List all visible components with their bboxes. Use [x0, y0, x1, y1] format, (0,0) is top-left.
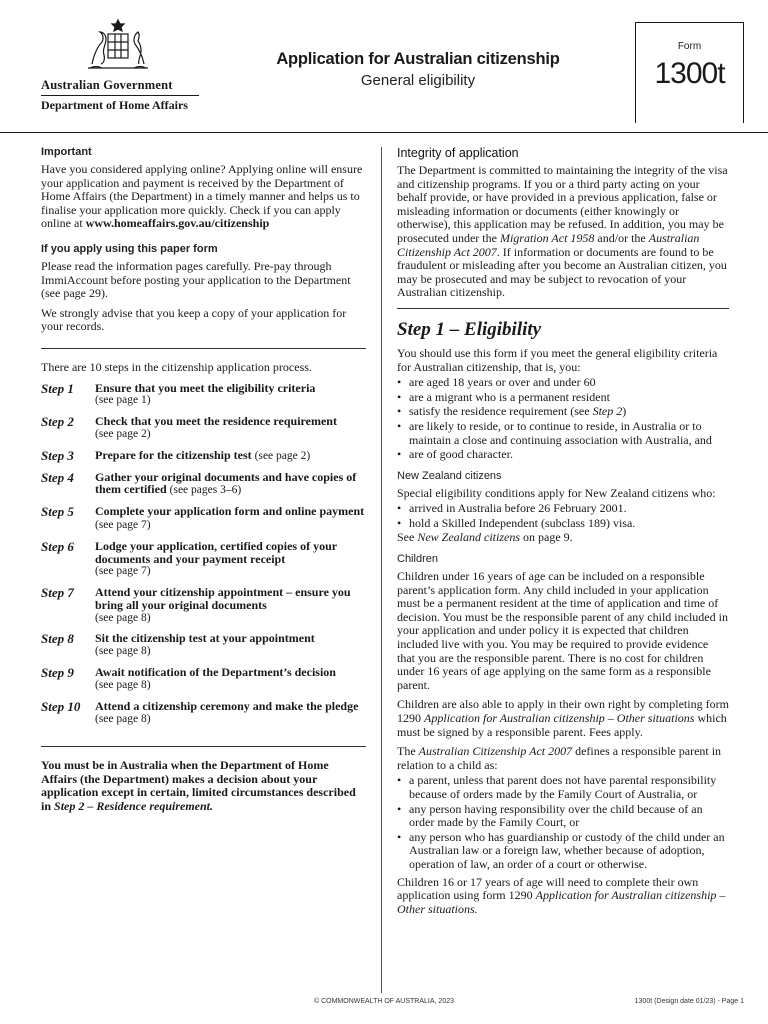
step-title: Attend a citizenship ceremony and make the pledge [95, 698, 359, 713]
step-number: Step 10 [41, 698, 81, 714]
step-page-ref: (see page 8) [95, 611, 151, 624]
nz-item: • arrived in Australia before 26 February 2001. [397, 502, 729, 516]
important-text [41, 163, 366, 231]
step-title: Check that you meet the residence requirement [95, 414, 337, 429]
step1-heading: Step 1 – Eligibility [397, 318, 542, 340]
copy-advice-text: We strongly advise that you keep a copy of your application for your records. [41, 305, 347, 334]
criteria-item: • are likely to reside, or to continue to reside, in Australia or to maintain a close and continuing association with Australia, and [397, 420, 729, 447]
copyright-footer: © COMMONWEALTH OF AUSTRALIA, 2023 [314, 998, 454, 1005]
step-body [95, 471, 366, 498]
step-page-ref: (see page 8) [95, 713, 151, 726]
paper-form-heading: If you apply using this paper form [41, 242, 218, 255]
column-divider [381, 147, 382, 993]
children-heading: Children [397, 553, 438, 566]
older-text: Children 16 or 17 years of age will need to complete their own application using form 1290 [397, 874, 699, 903]
step-body [95, 632, 366, 658]
form-number-box [635, 22, 744, 123]
step-number: Step 8 [41, 631, 74, 647]
steps-list [41, 382, 366, 727]
migration-act-ref: Migration Act 1958 [499, 230, 595, 245]
step-row [41, 632, 366, 658]
right-column [397, 146, 729, 922]
step-number: Step 1 [41, 380, 74, 396]
children-text-1: Children under 16 years of age can be included on a responsible parent’s application form. Any child included in your application must be a permanent resident at the time of application and time of decision. You must be the responsible parent of any child included in your application and under policy it is expected that children included live with you. You may be required to provide evidence that you are the responsible parent. There is no cost for children under 16 years of age applying on the same form as a responsible parent. [397, 569, 728, 692]
form-number: 1300t [654, 57, 725, 90]
citizenship-act-ref: Australian Citizenship Act 2007 [397, 230, 700, 259]
step-page-ref: (see page 1) [95, 394, 151, 407]
act-definition [397, 745, 729, 772]
children-text-2 [397, 698, 729, 739]
act-title: Australian Citizenship Act 2007 [418, 744, 573, 759]
step-body [95, 449, 366, 463]
paper-form-text: Please read the information pages carefully. Pre-pay through ImmiAccount before posting your application to the Department (see page 29). [41, 258, 351, 301]
header-rule [0, 132, 768, 133]
step-page-ref: (see page 7) [95, 565, 151, 578]
step-number: Step 3 [41, 447, 74, 463]
form-subtitle: General eligibility [360, 72, 476, 89]
step1-intro: You should use this form if you meet the general eligibility criteria for Australian citizenship, that is, you: [397, 345, 718, 374]
nz-item: • hold a Skilled Independent (subclass 189) visa. [397, 517, 729, 531]
responsible-parent-list [397, 774, 729, 871]
step-body [95, 700, 366, 727]
integrity-heading: Integrity of application [397, 146, 519, 160]
step-title: Attend your citizenship appointment – ensure you bring all your original documents [95, 585, 351, 612]
parent-item: • a parent, unless that parent does not have parental responsibility because of orders made by the Family Court of Australia, or [397, 774, 729, 801]
step-body [95, 540, 366, 578]
nz-see-reference [397, 531, 729, 545]
presence-notice-text: You must be in Australia when the Department of Home Affairs (the Department) makes a decision about your application except in certain, limited circumstances described in [41, 758, 356, 814]
citizenship-url[interactable]: www.homeaffairs.gov.au/citizenship [85, 216, 270, 231]
criteria-item: • are a migrant who is a permanent resident [397, 391, 729, 405]
step-number: Step 6 [41, 538, 74, 554]
act-text-a: The [397, 744, 416, 759]
nz-heading: New Zealand citizens [397, 469, 502, 482]
criteria-item [397, 405, 729, 419]
step-row [41, 505, 366, 532]
step-row [41, 415, 366, 441]
step-body [95, 666, 366, 692]
criteria-item: • are of good character. [397, 448, 729, 462]
step-title: Gather your original documents and have copies of them certified [95, 469, 357, 497]
step-row [41, 471, 366, 498]
presence-notice [41, 759, 366, 813]
step-row [41, 449, 366, 463]
criteria-item: • are aged 18 years or over and under 60 [397, 376, 729, 390]
step-row [41, 666, 366, 692]
step-title: Prepare for the citizenship test [95, 447, 252, 462]
integrity-text-1: The Department is committed to maintaining the integrity of the visa and citizenship programs. If you or a third party acting on your behalf provide, or have provided in a previous application, false or misleading information or documents (either knowingly or otherwise), this application may be refused. In addition, you may be prosecuted under the [397, 163, 728, 245]
children-form-title: Application for Australian citizenship – Other situations [424, 711, 695, 725]
step-number: Step 5 [41, 504, 74, 520]
step-body [95, 586, 366, 624]
step-body [95, 382, 366, 408]
step-number: Step 4 [41, 469, 74, 485]
step-title: Sit the citizenship test at your appointment [95, 631, 315, 646]
step-page-ref: (see page 7) [95, 518, 151, 531]
form-title: Application for Australian citizenship [276, 50, 560, 68]
nz-see: See [397, 530, 415, 545]
coat-of-arms-logo [78, 16, 158, 76]
criteria-step2-ref: Step 2 [592, 404, 623, 419]
step-page-ref: (see page 8) [95, 645, 151, 658]
step-number: Step 7 [41, 585, 74, 601]
step-title: Lodge your application, certified copies of your documents and your payment receipt [95, 538, 337, 566]
government-rule [41, 95, 199, 96]
parent-item: • any person having responsibility over the child because of an order made by the Family Court, or [397, 803, 729, 830]
important-body: Have you considered applying online? Applying online will ensure your application and payment is received by the Department of Home Affairs (the Department) in a timely manner and helps us to finalise your application more quickly. Check if you can apply online at [41, 162, 363, 231]
step-number: Step 2 [41, 414, 74, 430]
step-row [41, 700, 366, 727]
integrity-text [397, 164, 729, 300]
government-name: Australian Government [41, 78, 173, 92]
step-page-ref: (see page 8) [95, 678, 151, 691]
nz-see-tail: on page 9. [523, 530, 573, 545]
criteria-close: ) [622, 404, 627, 419]
department-name: Department of Home Affairs [41, 98, 188, 112]
step-title: Await notification of the Department’s decision [95, 665, 336, 680]
nz-text: Special eligibility conditions apply for New Zealand citizens who: [397, 485, 716, 500]
children-text-2b: which must be signed by a responsible parent. Fees apply. [397, 711, 727, 739]
section-rule [41, 348, 366, 349]
steps-intro: There are 10 steps in the citizenship application process. [41, 359, 312, 374]
act-text-b: defines a responsible parent in relation to a child as: [397, 744, 722, 772]
criteria-item-text: satisfy the residence requirement (see [409, 404, 590, 419]
nz-see-ref: New Zealand citizens [417, 530, 520, 545]
step-row [41, 382, 366, 408]
section-rule [41, 746, 366, 747]
older-form-title: Application for Australian citizenship – Other situations. [397, 888, 726, 916]
section-rule [397, 308, 729, 309]
left-column [41, 146, 366, 814]
step-body [95, 505, 366, 532]
older-children-text [397, 876, 729, 917]
integrity-text-2: . If information or documents are found to be fraudulent or misleading after you become an Australian citizen, you may be prosecuted and may be subject to revocation of your Australian citizenship. [397, 244, 727, 300]
integrity-and-or: and/or the [597, 230, 646, 245]
children-text-2a: Children are also able to apply in their own right by completing form 1290 [397, 697, 729, 725]
page-info-footer: 1300t (Design date 01/23) - Page 1 [634, 998, 744, 1005]
step-page-ref: (see page 2) [95, 427, 151, 440]
step-row [41, 586, 366, 624]
step-title: Ensure that you meet the eligibility criteria [95, 380, 316, 395]
form-label: Form [677, 41, 702, 52]
step-row [41, 540, 366, 578]
eligibility-criteria-list [397, 376, 729, 462]
nz-list [397, 502, 729, 530]
parent-item: • any person who has guardianship or custody of the child under an Australian law or a foreign law, whether because of adoption, operation of law, an order of a court or otherwise. [397, 831, 729, 872]
step-number: Step 9 [41, 665, 74, 681]
step-page-ref: (see page 2) [254, 449, 311, 462]
step-page-ref: (see pages 3–6) [169, 484, 242, 497]
step-body [95, 415, 366, 441]
step-title: Complete your application form and online payment [95, 504, 365, 519]
presence-notice-ref: Step 2 – Residence requirement. [54, 799, 214, 814]
important-heading: Important [41, 146, 92, 158]
